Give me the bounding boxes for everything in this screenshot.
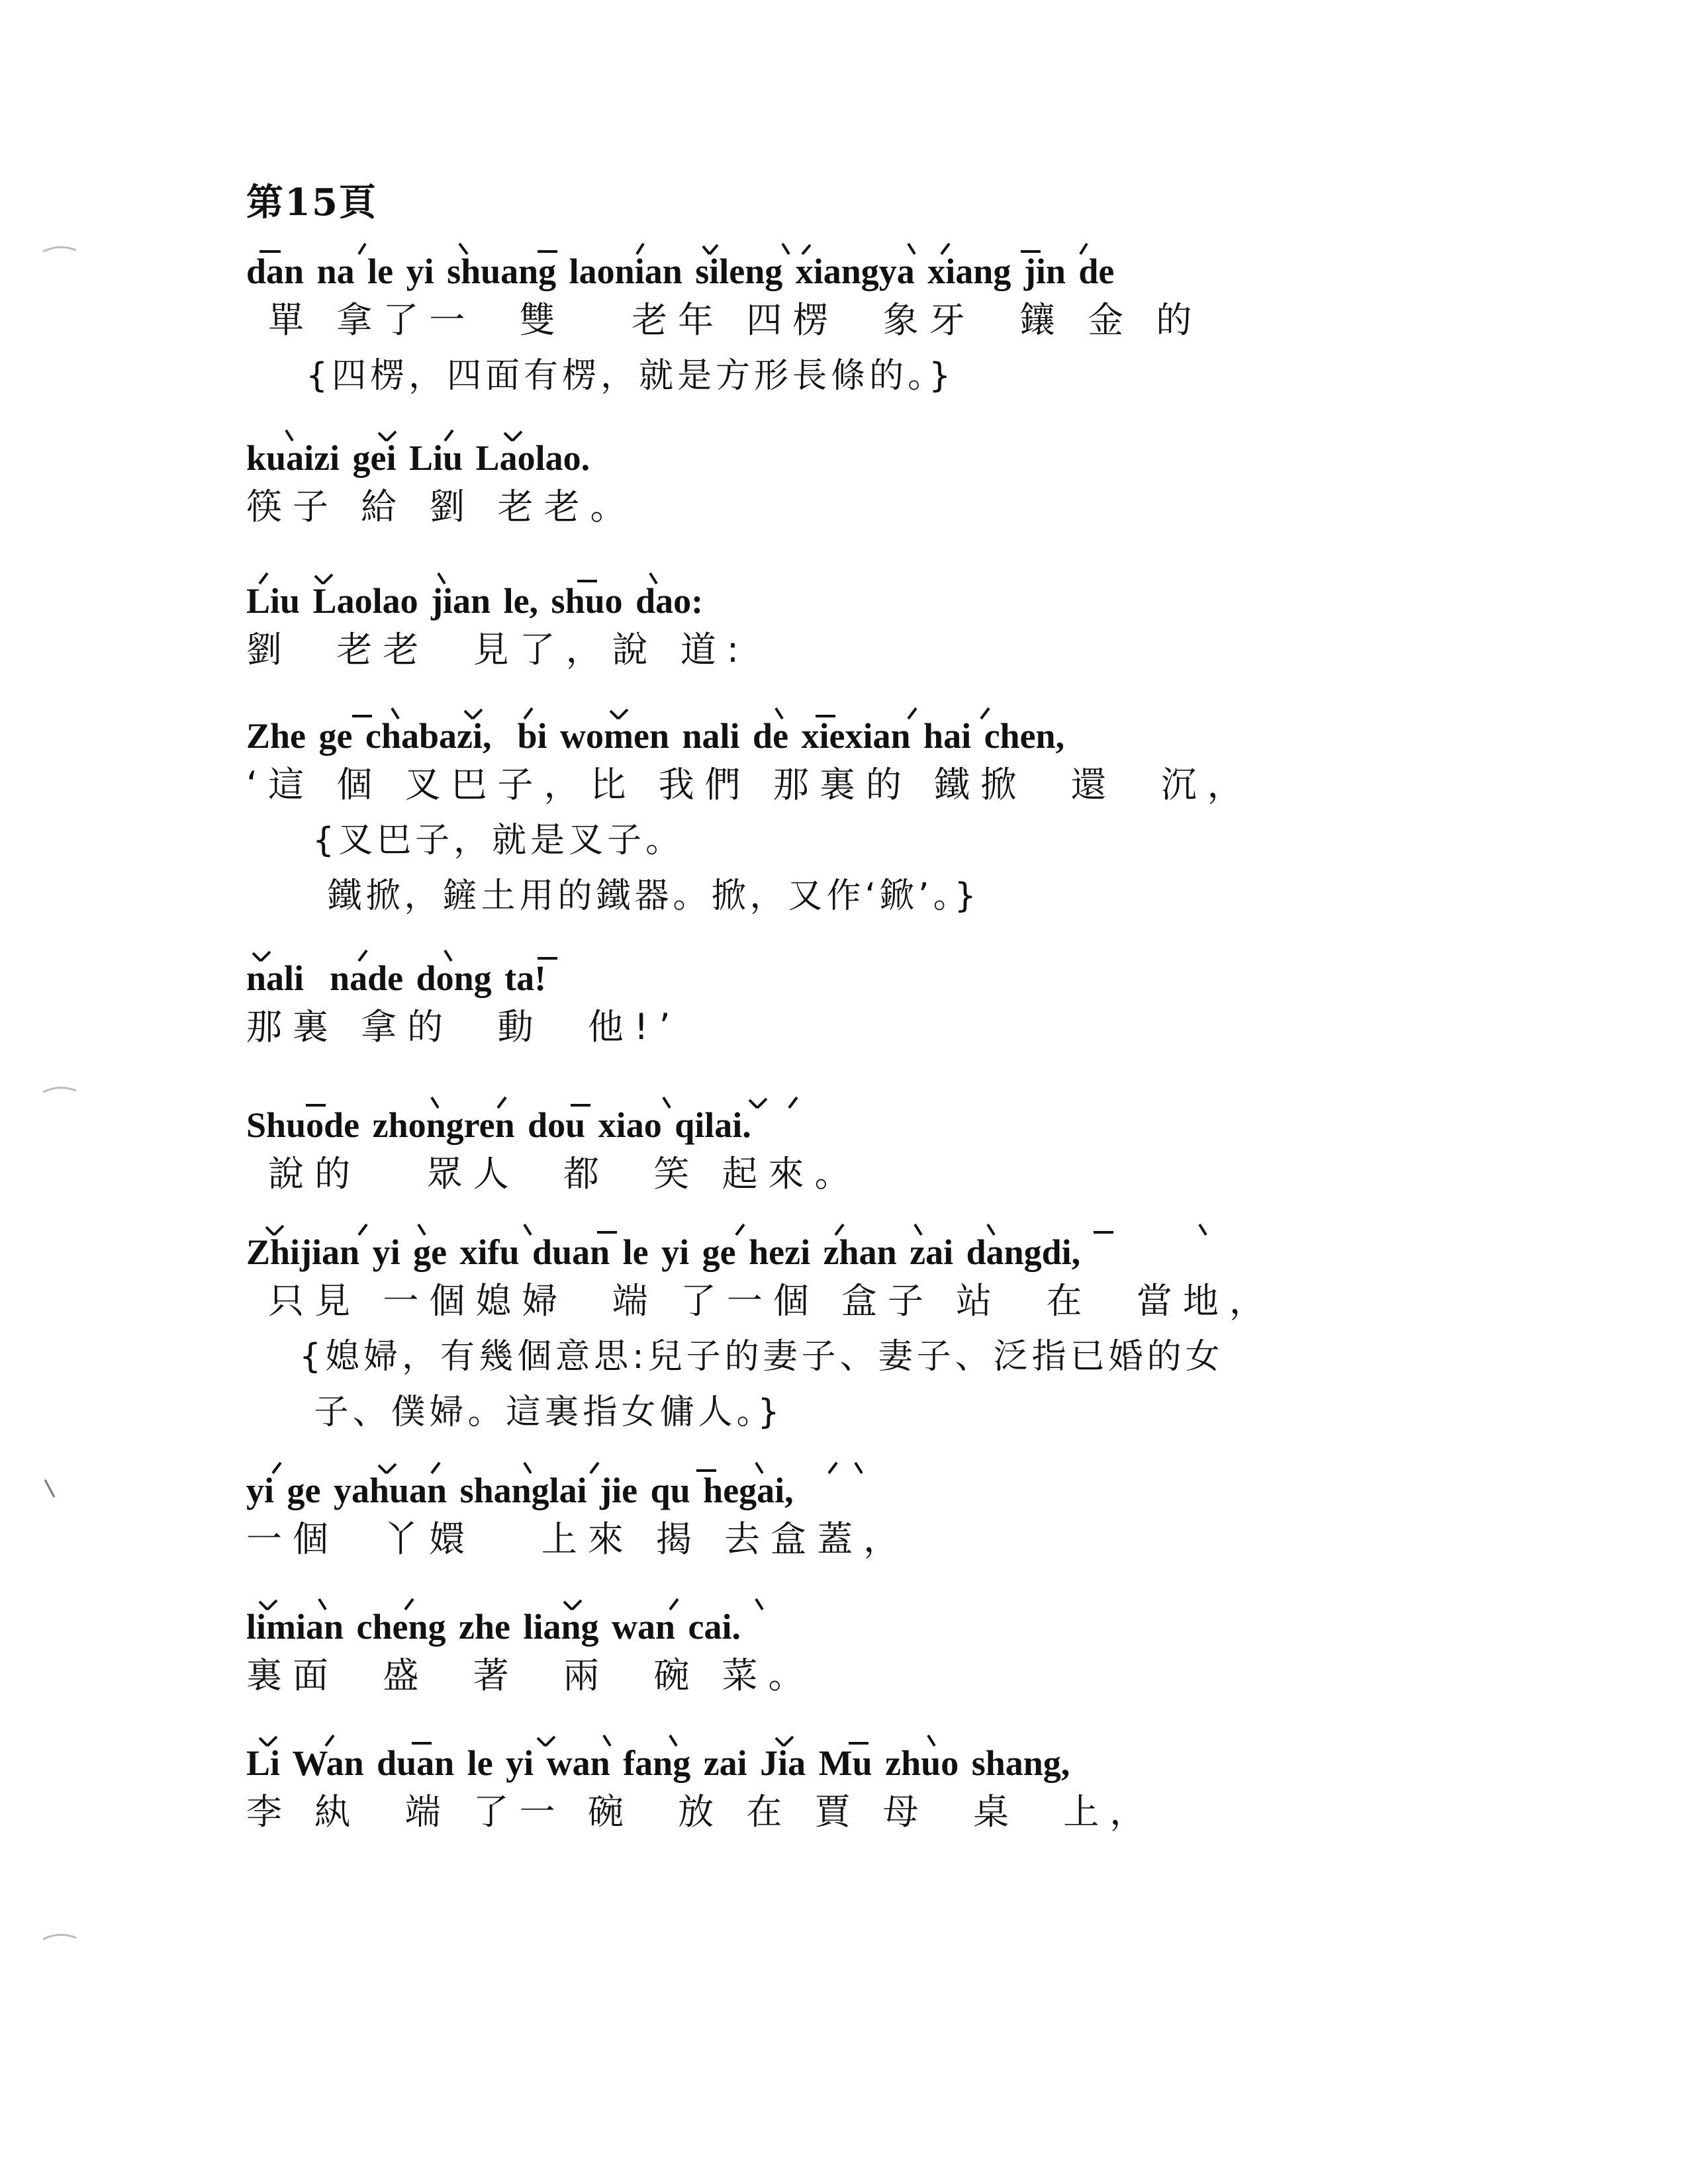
pinyin-line: limian cheng zhe liang wan cai. [246,1607,741,1647]
passage-section [246,715,1254,924]
scan-mark [40,1079,79,1099]
hanzi-line: 只見 一個媳婦 端 了一個 盒子 站 在 當地， [246,1280,1276,1322]
scan-mark [40,1926,79,1946]
annotation-note: {媳婦，有幾個意思:兒子的妻子、妻子、泛指已婚的女 [299,1337,1224,1377]
annotation-note: {四楞，四面有楞，就是方形長條的。} [306,356,955,396]
pinyin-line: kuaizi gei Liu Laolao. [246,438,590,478]
annotation-note: {叉巴子，就是叉子。 [312,821,684,860]
annotation-note: 鐵掀，鏟土用的鐵器。掀，又作‘鍁’。} [312,876,980,916]
hanzi-line: 劉 老老 見了，說 道: [246,629,750,670]
hanzi-line: ‘這 個 叉巴子，比 我們 那裏的 鐵掀 還 沉， [246,764,1254,805]
passage-section [246,580,749,678]
hanzi-line: 單 拿了一 雙 老年 四楞 象牙 鑲 金 的 [246,299,1203,341]
hanzi-line: 一個 丫嬛 上來 揭 去盒蓋， [246,1518,910,1560]
hanzi-line: 筷子 給 劉 老老。 [246,486,637,527]
passage-section [246,1231,1276,1440]
pinyin-line: Zhijian yi ge xifu duan le yi ge hezi zhan zai dangdi, [246,1232,1081,1272]
annotation-note: 子、僕婦。這裏指女傭人。} [299,1392,784,1432]
hanzi-line: 李 紈 端 了一 碗 放 在 賈 母 桌 上， [246,1791,1156,1833]
passage-section [246,1742,1156,1840]
passage-section [246,1606,815,1704]
passage-section [246,1104,861,1202]
page-number-header: 第15頁 [246,181,377,224]
pinyin-line: Liu Laolao jian le, shuo dao: [246,581,704,621]
pinyin-line: yi ge yahuan shanglai jie qu hegai, [246,1471,794,1510]
hanzi-line: 那裏 拿的 動 他!’ [246,1006,681,1048]
passage-section [246,957,681,1055]
hanzi-line: 說的 眾人 都 笑 起來。 [246,1153,861,1195]
scan-mark [40,238,79,258]
pinyin-line: Shuode zhongren dou xiao qilai. [246,1105,751,1145]
passage-section [246,1469,910,1567]
passage-section [246,250,1202,404]
pinyin-line: dan na le yi shuang laonian sileng xiangya xiang jin de [246,251,1115,291]
pinyin-line: Li Wan duan le yi wan fang zai Jia Mu zhuo shang, [246,1743,1070,1783]
passage-section [246,437,637,535]
scan-mark [40,1476,60,1502]
pinyin-line: Zhe ge chabazi, bi women nali de xiexian hai chen, [246,716,1065,756]
pinyin-line: nali nade dong ta! [246,958,547,998]
hanzi-line: 裏面 盛 著 兩 碗 菜。 [246,1655,815,1696]
